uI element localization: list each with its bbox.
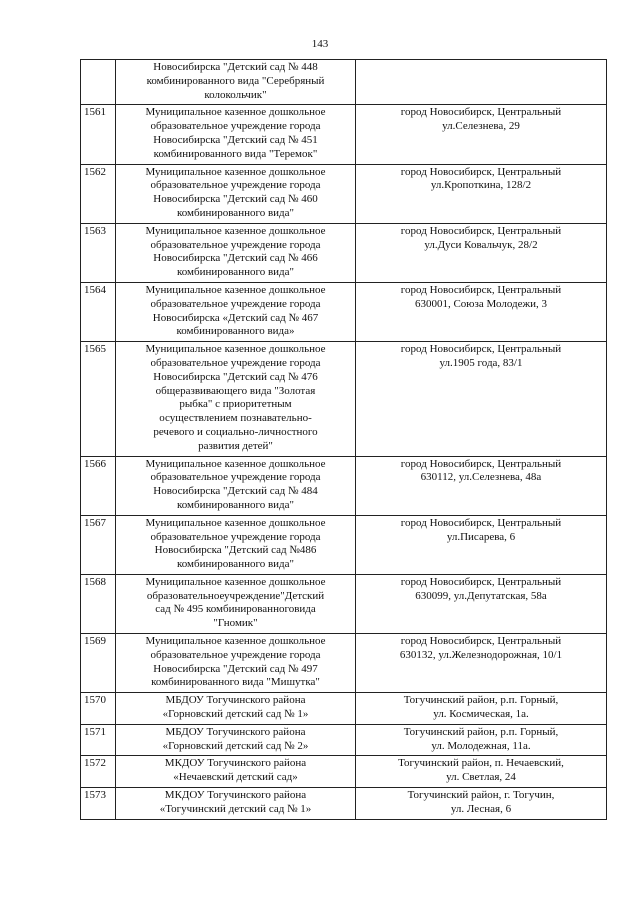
address-cell xyxy=(356,515,607,574)
institution-name-line: комбинированного вида "Мишутка" xyxy=(151,676,320,689)
institution-name-line: Новосибирска «Детский сад № 467 xyxy=(152,311,319,324)
address-cell xyxy=(356,634,607,693)
address-line: город Новосибирск, Центральный xyxy=(400,165,562,178)
institution-name-line: комбинированного вида" xyxy=(176,498,295,511)
page-number: 143 xyxy=(311,38,329,50)
address-line: город Новосибирск, Центральный xyxy=(400,457,562,470)
institution-name-line: речевого и социально-личностного xyxy=(153,425,318,438)
institution-name-cell xyxy=(116,282,356,341)
address-line: 630112, ул.Селезнева, 48а xyxy=(420,471,542,484)
row-number-cell: 1567 xyxy=(81,515,116,574)
address-line: ул.Дуси Ковальчук, 28/2 xyxy=(424,238,538,251)
institution-name-line: образовательное учреждение города xyxy=(150,238,321,251)
institution-name-line: МБДОУ Тогучинского района xyxy=(165,725,306,738)
institution-name-line: Муниципальное казенное дошкольное xyxy=(145,635,326,648)
institution-name-line: «Тогучинский детский сад № 1» xyxy=(159,802,312,815)
institution-name-line: развития детей" xyxy=(198,439,273,452)
institution-name-line: «Горновский детский сад № 1» xyxy=(162,708,309,721)
row-number-cell: 1572 xyxy=(81,756,116,788)
row-number-cell: 1563 xyxy=(81,223,116,282)
institution-name-line: образовательное учреждение города xyxy=(150,120,321,133)
institution-name-line: Муниципальное казенное дошкольное xyxy=(145,343,326,356)
institution-name-cell xyxy=(116,693,356,725)
institution-name-line: образовательное учреждение города xyxy=(150,356,321,369)
institution-name-line: МБДОУ Тогучинского района xyxy=(165,694,306,707)
address-line: город Новосибирск, Центральный xyxy=(400,575,562,588)
table-row xyxy=(81,164,607,223)
institution-name-line: комбинированного вида" xyxy=(176,266,295,279)
address-line: город Новосибирск, Центральный xyxy=(400,343,562,356)
address-cell xyxy=(356,788,607,820)
address-line: 630001, Союза Молодежи, 3 xyxy=(414,297,548,310)
row-number-cell: 1573 xyxy=(81,788,116,820)
institution-name-line: образовательноеучреждение"Детский xyxy=(146,589,325,602)
table-row xyxy=(81,634,607,693)
institution-name-line: Новосибирска "Детский сад № 448 xyxy=(153,61,318,73)
institution-name-line: общеразвивающего вида "Золотая xyxy=(155,384,316,397)
institution-name-line: МКДОУ Тогучинского района xyxy=(164,789,307,802)
address-line: город Новосибирск, Центральный xyxy=(400,635,562,648)
row-number-cell: 1570 xyxy=(81,693,116,725)
address-line: 630099, ул.Депутатская, 58а xyxy=(415,589,547,602)
table-row xyxy=(81,724,607,756)
address-cell xyxy=(356,60,607,105)
institution-name-line: образовательное учреждение города xyxy=(150,530,321,543)
institution-name-cell xyxy=(116,105,356,164)
institution-name-line: рыбка" с приоритетным xyxy=(179,398,292,411)
table-row xyxy=(81,788,607,820)
table-row xyxy=(81,282,607,341)
address-cell xyxy=(356,342,607,456)
row-number-cell: 1564 xyxy=(81,282,116,341)
institution-name-line: Муниципальное казенное дошкольное xyxy=(145,224,326,237)
institution-name-cell xyxy=(116,223,356,282)
institution-name-cell xyxy=(116,456,356,515)
address-cell xyxy=(356,756,607,788)
address-cell xyxy=(356,456,607,515)
institution-name-line: Муниципальное казенное дошкольное xyxy=(145,516,326,529)
address-cell xyxy=(356,282,607,341)
institution-name-cell xyxy=(116,60,356,105)
institution-name-cell xyxy=(116,634,356,693)
table-row xyxy=(81,515,607,574)
row-number-cell: 1571 xyxy=(81,724,116,756)
address-line: ул.Кропоткина, 128/2 xyxy=(430,179,532,192)
institution-name-line: образовательное учреждение города xyxy=(150,179,321,192)
table-row xyxy=(81,223,607,282)
institution-name-line: Новосибирска "Детский сад № 466 xyxy=(153,252,318,265)
address-cell xyxy=(356,105,607,164)
address-line: Тогучинский район, р.п. Горный, xyxy=(403,725,559,738)
institution-name-line: комбинированного вида» xyxy=(176,325,295,338)
institution-name-cell xyxy=(116,164,356,223)
row-number-cell: 1566 xyxy=(81,456,116,515)
institution-name-line: Муниципальное казенное дошкольное xyxy=(145,283,326,296)
institution-name-line: "Гномик" xyxy=(213,617,258,630)
table-row xyxy=(81,574,607,633)
table-row xyxy=(81,342,607,456)
address-cell xyxy=(356,223,607,282)
row-number-cell: 1562 xyxy=(81,164,116,223)
institution-name-cell xyxy=(116,788,356,820)
table-row xyxy=(81,756,607,788)
institution-name-cell xyxy=(116,724,356,756)
institution-name-line: Новосибирска "Детский сад №486 xyxy=(154,544,317,557)
institution-name-line: Муниципальное казенное дошкольное xyxy=(145,106,326,119)
row-number-cell: 1561 xyxy=(81,105,116,164)
address-line: город Новосибирск, Центральный xyxy=(400,283,562,296)
institution-name-line: Муниципальное казенное дошкольное xyxy=(145,575,326,588)
address-line: город Новосибирск, Центральный xyxy=(400,106,562,119)
institution-name-line: образовательное учреждение города xyxy=(150,471,321,484)
address-line: ул.Писарева, 6 xyxy=(446,530,516,543)
institution-name-line: образовательное учреждение города xyxy=(150,297,321,310)
institution-name-cell xyxy=(116,574,356,633)
address-line: ул.1905 года, 83/1 xyxy=(439,356,523,369)
row-number-cell: 1568 xyxy=(81,574,116,633)
institution-name-line: осуществлением познавательно- xyxy=(159,412,312,425)
address-line: город Новосибирск, Центральный xyxy=(400,224,562,237)
institution-name-cell xyxy=(116,756,356,788)
institution-name-line: комбинированного вида" xyxy=(176,558,295,571)
address-line: Тогучинский район, п. Нечаевский, xyxy=(398,757,564,770)
institution-name-line: Новосибирска "Детский сад № 476 xyxy=(153,370,318,383)
table-row xyxy=(81,456,607,515)
address-cell xyxy=(356,724,607,756)
institution-name-line: Муниципальное казенное дошкольное xyxy=(145,165,326,178)
institution-name-line: «Нечаевский детский сад» xyxy=(173,771,298,784)
row-number-cell: 1565 xyxy=(81,342,116,456)
institution-name-line: Муниципальное казенное дошкольное xyxy=(145,457,326,470)
institution-name-line: комбинированного вида "Серебряный xyxy=(146,74,325,87)
address-line: Тогучинский район, р.п. Горный, xyxy=(403,694,559,707)
table-row xyxy=(81,693,607,725)
address-cell xyxy=(356,693,607,725)
institution-name-line: образовательное учреждение города xyxy=(150,648,321,661)
institution-name-line: Новосибирска "Детский сад № 451 xyxy=(153,133,318,146)
institution-name-line: колокольчик" xyxy=(204,88,267,101)
address-cell xyxy=(356,574,607,633)
institution-name-cell xyxy=(116,342,356,456)
institution-name-line: МКДОУ Тогучинского района xyxy=(164,757,307,770)
address-line: 630132, ул.Железнодорожная, 10/1 xyxy=(399,648,563,661)
address-line: Тогучинский район, г. Тогучин, xyxy=(407,789,555,802)
address-line: город Новосибирск, Центральный xyxy=(400,516,562,529)
registry-table-body xyxy=(81,60,607,820)
institution-name-line: Новосибирска "Детский сад № 497 xyxy=(153,662,318,675)
institution-name-line: сад № 495 комбинированноговида xyxy=(155,603,316,616)
address-cell xyxy=(356,164,607,223)
institution-name-line: комбинированного вида" xyxy=(176,206,295,219)
institution-name-line: комбинированного вида "Теремок" xyxy=(153,147,318,160)
registry-table xyxy=(80,59,607,820)
address-line: ул. Светлая, 24 xyxy=(446,771,516,784)
institution-name-line: Новосибирска "Детский сад № 484 xyxy=(153,485,318,498)
row-number-cell: 1569 xyxy=(81,634,116,693)
address-line: ул. Молодежная, 11а. xyxy=(431,739,531,752)
table-row xyxy=(81,60,607,105)
institution-name-line: «Горновский детский сад № 2» xyxy=(162,739,309,752)
address-line: ул.Селезнева, 29 xyxy=(442,120,520,133)
institution-name-line: Новосибирска "Детский сад № 460 xyxy=(153,193,318,206)
row-number-cell xyxy=(81,60,116,105)
institution-name-cell xyxy=(116,515,356,574)
table-row xyxy=(81,105,607,164)
address-line: ул. Лесная, 6 xyxy=(450,802,512,815)
address-line: ул. Космическая, 1а. xyxy=(433,708,529,721)
